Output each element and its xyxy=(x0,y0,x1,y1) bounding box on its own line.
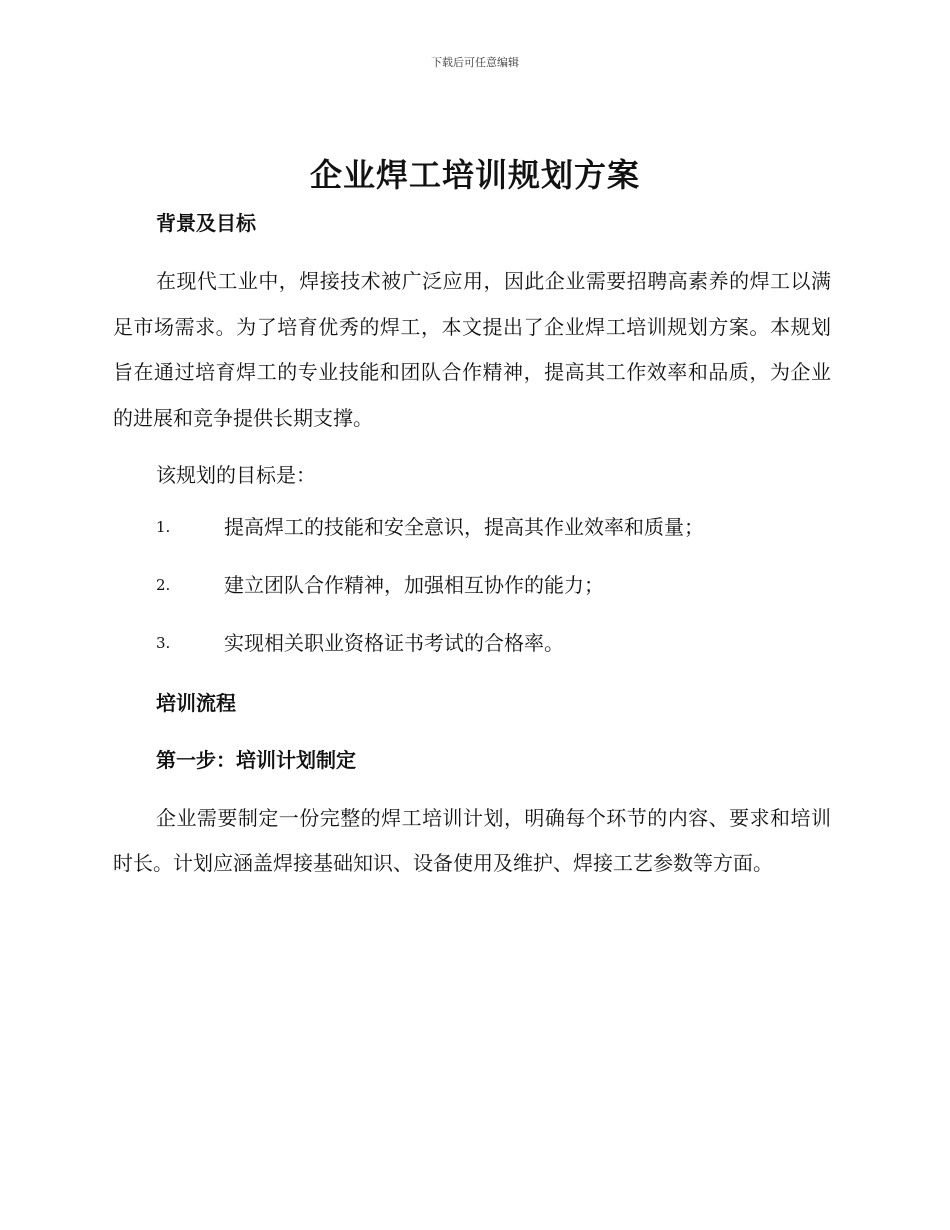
goals-list xyxy=(113,512,831,686)
list-text: 建立团队合作精神，加强相互协作的能力； xyxy=(224,572,604,597)
list-number: 3. xyxy=(156,633,171,652)
document-title: 企业焊工培训规划方案 xyxy=(309,156,640,194)
list-item xyxy=(113,570,831,628)
background-paragraph: 在现代工业中，焊接技术被广泛应用，因此企业需要招聘高素养的焊工以满足市场需求。为了培育优秀的焊工，本文提出了企业焊工培训规划方案。本规划旨在通过培育焊工的专业技能和团队合作精神，提高其工作效率和品质，为企业的进展和竞争提供长期支撑。 xyxy=(113,269,831,430)
list-item xyxy=(113,512,831,570)
step1-heading: 第一步：培训计划制定 xyxy=(156,747,356,772)
step1-paragraph: 企业需要制定一份完整的焊工培训计划，明确每个环节的内容、要求和培训时长。计划应涵盖焊接基础知识、设备使用及维护、焊接工艺参数等方面。 xyxy=(113,805,831,875)
section-heading-process: 培训流程 xyxy=(156,690,236,715)
list-text: 实现相关职业资格证书考试的合格率。 xyxy=(224,630,564,655)
list-item xyxy=(113,628,831,686)
section-heading-background: 背景及目标 xyxy=(156,211,256,235)
header-note: 下载后可任意编辑 xyxy=(431,56,519,69)
list-number: 1. xyxy=(156,517,171,536)
document-body xyxy=(113,205,831,887)
list-number: 2. xyxy=(156,575,171,594)
list-text: 提高焊工的技能和安全意识，提高其作业效率和质量； xyxy=(224,514,704,539)
goals-intro: 该规划的目标是： xyxy=(156,463,316,487)
